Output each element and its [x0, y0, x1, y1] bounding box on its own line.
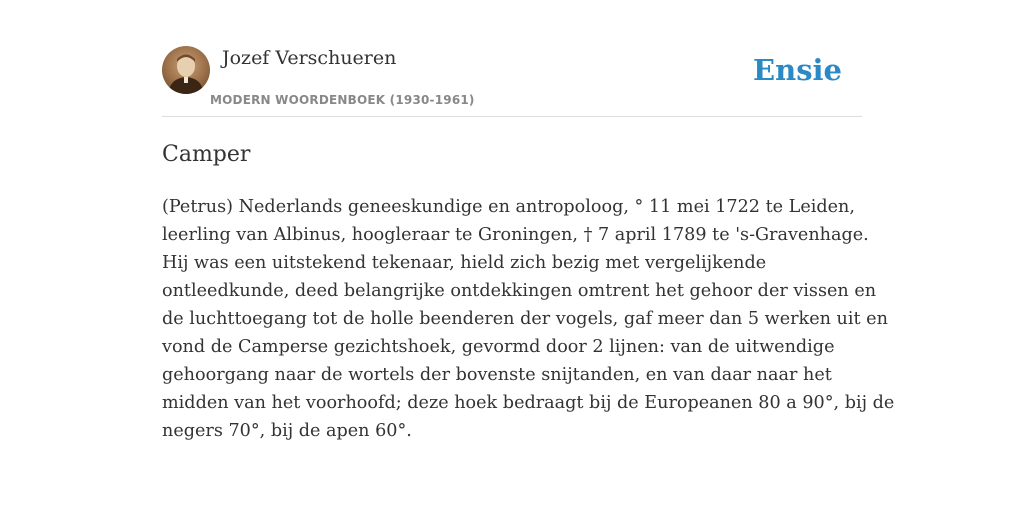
entry-body-line: midden van het voorhoofd; deze hoek bedraagt bij de Europeanen 80 a 90°, bij de [162, 393, 895, 413]
entry-title: Camper [162, 142, 251, 167]
entry-body-line: Hij was een uitstekend tekenaar, hield zich bezig met vergelijkende [162, 253, 767, 273]
entry-body-line: de luchttoegang tot de holle beenderen der vogels, gaf meer dan 5 werken uit en [162, 309, 888, 329]
brand-logo[interactable]: Ensie [753, 53, 842, 87]
author-portrait-icon [162, 46, 210, 94]
entry-body [162, 193, 895, 445]
author-avatar[interactable] [162, 46, 210, 94]
source-label[interactable]: MODERN WOORDENBOEK (1930-1961) [210, 93, 475, 107]
entry-body-line: vond de Camperse gezichtshoek, gevormd door 2 lijnen: van de uitwendige [162, 337, 835, 357]
header [162, 46, 862, 117]
author-name[interactable]: Jozef Verschueren [222, 47, 397, 69]
entry-body-line: negers 70°, bij de apen 60°. [162, 421, 412, 441]
entry-body-line: ontleedkunde, deed belangrijke ontdekkingen omtrent het gehoor der vissen en [162, 281, 877, 301]
entry-body-line: (Petrus) Nederlands geneeskundige en antropoloog, ° 11 mei 1722 te Leiden, [162, 197, 855, 217]
entry-body-line: leerling van Albinus, hoogleraar te Groningen, † 7 april 1789 te 's-Gravenhage. [162, 225, 869, 245]
entry-body-line: gehoorgang naar de wortels der bovenste snijtanden, en van daar naar het [162, 365, 832, 385]
